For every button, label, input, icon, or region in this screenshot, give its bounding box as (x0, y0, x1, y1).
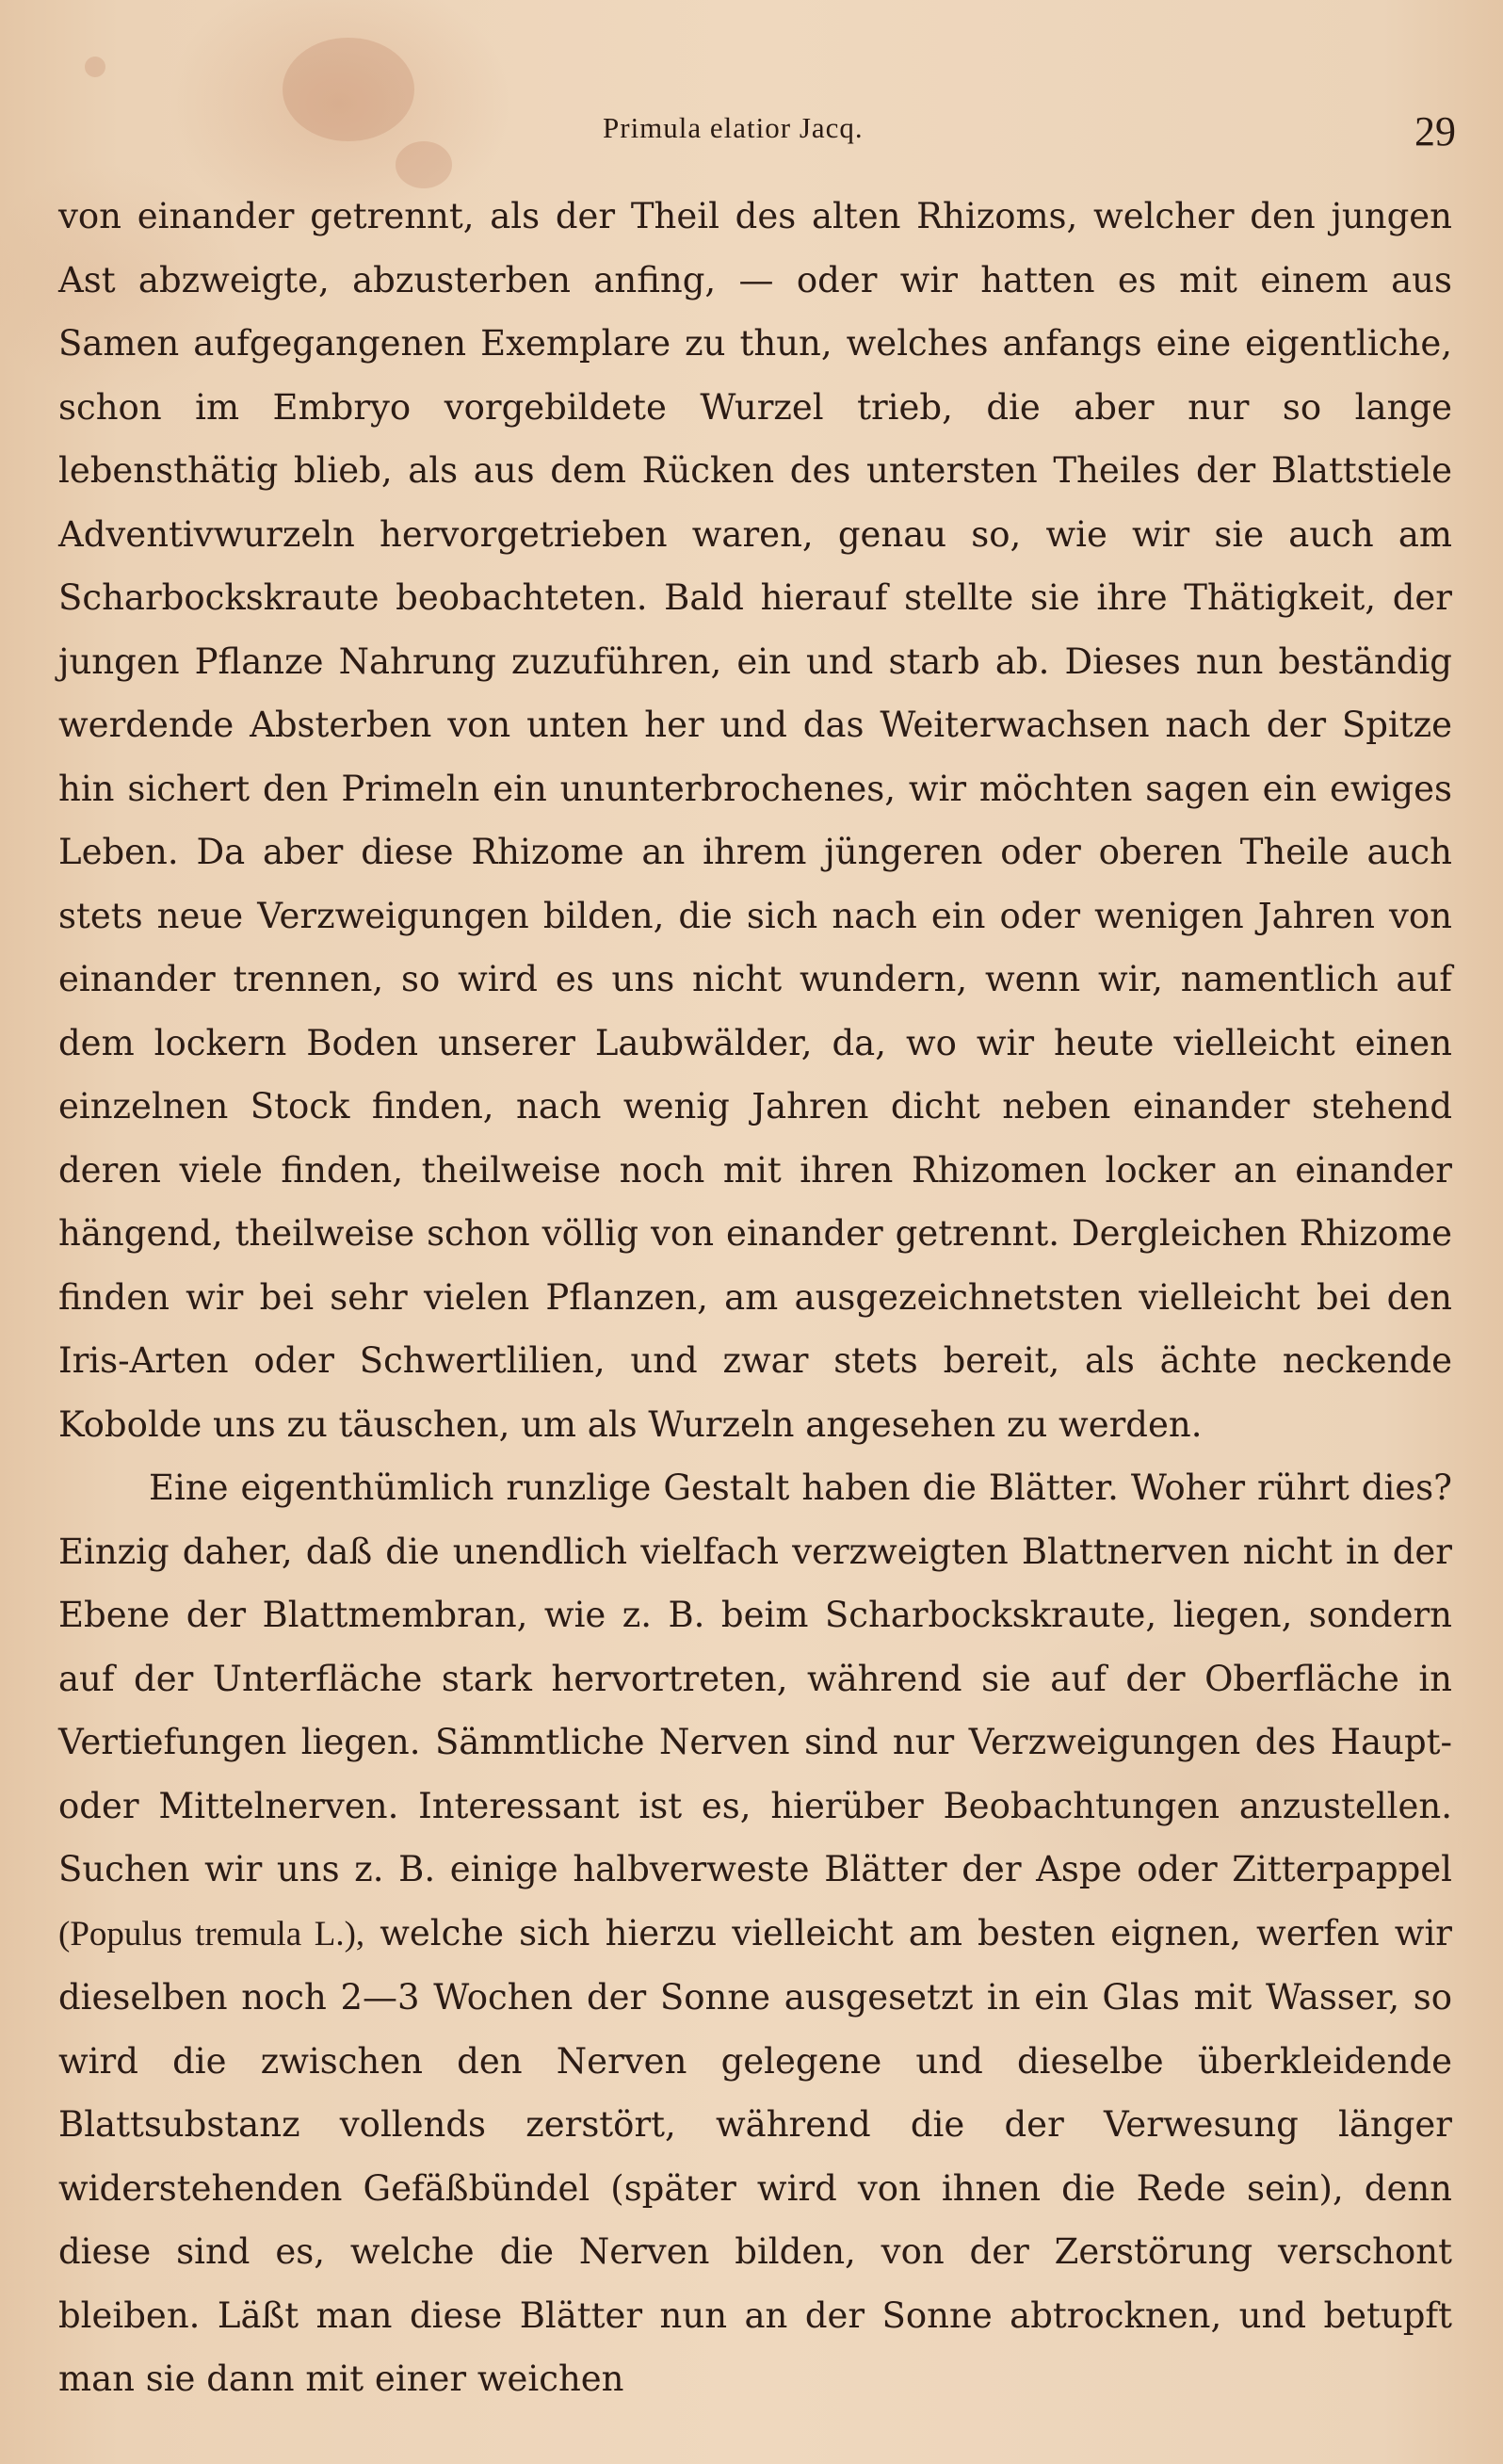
paragraph-1: von einander getrennt, als der Theil des alten Rhizoms, welcher den jungen Ast abzweigte, abzusterben anfing, — oder wir hatten es mit einem aus Samen aufgegangenen Exemplare zu thun, welches anfangs eine eigentliche, schon im Embryo vorgebildete Wurzel trieb, die aber nur so lange lebensthätig blieb, als aus dem Rücken des untersten Theiles der Blattstiele Adventivwurzeln hervorgetrieben waren, genau so, wie wir sie auch am Scharbockskraute beobachteten. Bald hierauf stellte sie ihre Thätigkeit, der jungen Pflanze Nahrung zuzuführen, ein und starb ab. Dieses nun beständig werdende Absterben von unten her und das Weiterwachsen nach der Spitze hin sichert den Primeln ein ununterbrochenes, wir möchten sagen ein ewiges Leben. Da aber diese Rhizome an ihrem jüngeren oder oberen Theile auch stets neue Verzweigungen bilden, die sich nach ein oder wenigen Jahren von einander trennen, so wird es uns nicht wundern, wenn wir, namentlich auf dem lockern Boden unserer Laubwälder, da, wo wir heute vielleicht einen einzelnen Stock finden, nach wenig Jahren dicht neben einander stehend deren viele finden, theilweise noch mit ihren Rhizomen locker an einander hängend, theilweise schon völlig von einander getrennt. Dergleichen Rhizome finden wir bei sehr vielen Pflanzen, am ausgezeichnetsten vielleicht bei den Iris-Arten oder Schwertlilien, und zwar stets bereit, als ächte neckende Kobolde uns zu täuschen, um als Wurzeln angesehen zu werden. (58, 196, 1452, 1445)
body-text (58, 185, 1452, 2411)
paragraph-2 (58, 1456, 1452, 2411)
paragraph-2-part-1: Eine eigenthümlich runzlige Gestalt haben die Blätter. Woher rührt dies? Einzig daher, daß die unendlich vielfach verzweigten Blattnerven nicht in der Ebene der Blattmembran, wie z. B. beim Scharbockskraute, liegen, sondern auf der Unterfläche stark hervortreten, während sie auf der Oberfläche in Vertiefungen liegen. Sämmtliche Nerven sind nur Verzweigungen des Haupt- oder Mittelnerven. Interessant ist es, hierüber Beobachtungen anzustellen. Suchen wir uns z. B. einige halbverweste Blätter der Aspe oder Zitterpappel (58, 1467, 1452, 1889)
page-number: 29 (1414, 108, 1456, 154)
foxing-stain (85, 57, 105, 77)
paragraph-2-part-2: welche sich hierzu vielleicht am besten eignen, werfen wir dieselben noch 2—3 Wochen der Sonne ausgesetzt in ein Glas mit Wasser, so wird die zwischen den Nerven gelegene und dieselbe überkleidende Blattsubstanz vollends zerstört, während die der Verwesung länger widerstehenden Gefäßbündel (später wird von ihnen die Rede sein), denn diese sind es, welche die Nerven bilden, von der Zerstörung verschont bleiben. Läßt man diese Blätter nun an der Sonne abtrocknen, und betupft man sie dann mit einer weichen (58, 1912, 1452, 2399)
latin-species-name: (Populus tremula L.), (58, 1914, 365, 1953)
running-title: Primula elatior Jacq. (603, 111, 864, 144)
page-header (57, 108, 1456, 168)
